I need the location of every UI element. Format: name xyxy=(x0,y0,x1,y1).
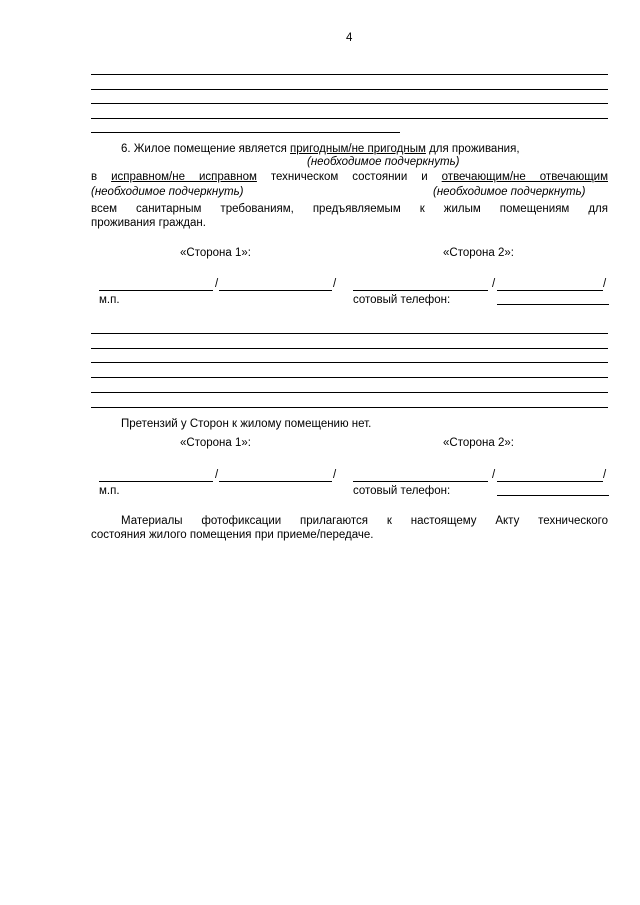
phone-label: сотовый телефон: xyxy=(353,294,451,306)
blank-line xyxy=(91,103,608,104)
party1-label: «Сторона 1»: xyxy=(180,247,251,259)
note-underline: (необходимое подчеркнуть) xyxy=(433,186,586,198)
option-suitable: пригодным/не пригодным xyxy=(290,143,426,155)
party2-label: «Сторона 2»: xyxy=(443,247,514,259)
page-number: 4 xyxy=(346,32,353,44)
claims-text: Претензий у Сторон к жилому помещению нет. xyxy=(121,418,372,430)
para6-line3: всем санитарным требованиям, предъявляемым к жилым помещениям для xyxy=(91,203,608,215)
option-condition: исправном/не исправном xyxy=(111,171,257,183)
name-line xyxy=(497,481,603,482)
slash: / xyxy=(215,469,219,481)
phone-label: сотовый телефон: xyxy=(353,485,451,497)
para6-text: техническом состоянии и xyxy=(270,171,428,183)
phone-line xyxy=(497,304,609,305)
signature-line xyxy=(99,481,213,482)
blank-line xyxy=(91,377,608,378)
blank-line xyxy=(91,392,608,393)
name-line xyxy=(219,290,332,291)
blank-line xyxy=(91,407,608,408)
para6-line2 xyxy=(91,171,608,184)
materials-line2: состояния жилого помещения при приеме/передаче. xyxy=(91,529,374,541)
blank-line xyxy=(91,362,608,363)
materials-line1: Материалы фотофиксации прилагаются к настоящему Акту технического xyxy=(121,515,608,527)
slash: / xyxy=(215,278,219,290)
note-underline: (необходимое подчеркнуть) xyxy=(307,156,460,168)
slash: / xyxy=(492,469,496,481)
blank-line xyxy=(91,348,608,349)
slash: / xyxy=(333,278,337,290)
slash: / xyxy=(603,278,607,290)
blank-line xyxy=(91,333,608,334)
para6-line1 xyxy=(121,143,520,156)
name-line xyxy=(497,290,603,291)
blank-line xyxy=(91,132,400,133)
blank-line xyxy=(91,118,608,119)
phone-line xyxy=(497,495,609,496)
party1-label: «Сторона 1»: xyxy=(180,437,251,449)
name-line xyxy=(219,481,332,482)
blank-line xyxy=(91,89,608,90)
blank-line xyxy=(91,74,608,75)
para6-text: в xyxy=(91,171,98,183)
para6-line4: проживания граждан. xyxy=(91,217,206,229)
party2-label: «Сторона 2»: xyxy=(443,437,514,449)
para6-text: 6. Жилое помещение является xyxy=(121,143,287,155)
option-compliance: отвечающим/не отвечающим xyxy=(441,171,608,183)
note-underline: (необходимое подчеркнуть) xyxy=(91,186,244,198)
signature-line xyxy=(99,290,213,291)
slash: / xyxy=(492,278,496,290)
signature-line xyxy=(353,290,488,291)
signature-line xyxy=(353,481,488,482)
stamp-label: м.п. xyxy=(99,485,120,497)
para6-text: для проживания, xyxy=(429,143,520,155)
stamp-label: м.п. xyxy=(99,294,120,306)
slash: / xyxy=(333,469,337,481)
slash: / xyxy=(603,469,607,481)
